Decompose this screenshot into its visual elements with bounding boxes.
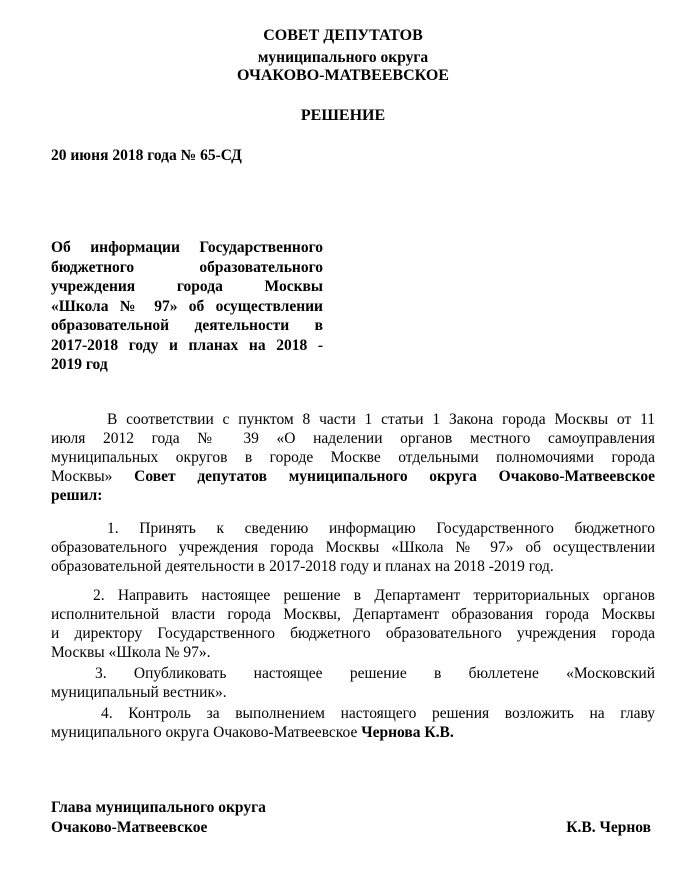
preamble-line: июля 2012 года № 39 «О наделении органов местного самоуправления [51, 430, 655, 447]
item-1 [51, 519, 655, 576]
subject-line: бюджетного образовательного [51, 258, 323, 276]
subject-line: 2019 год [51, 356, 108, 373]
item-line: образовательной деятельности в 2017-2018 году и планах на 2018 -2019 год. [51, 558, 554, 575]
decision-subject [51, 238, 323, 375]
municipality-label: муниципального округа [257, 49, 429, 66]
item-line: 2. Направить настоящее решение в Департамент территориальных органов [93, 587, 655, 604]
subject-line: «Школа № 97» об осуществлении [51, 297, 323, 315]
item-line [51, 723, 655, 742]
responsible-person: Чернова К.В. [361, 724, 454, 741]
decided-label: решил: [51, 487, 103, 504]
preamble-line: муниципальных округов в городе Москве отдельными полномочиями города [51, 449, 655, 466]
preamble-line [51, 467, 655, 486]
item-line: 1. Принять к сведению информацию Государственного бюджетного [107, 520, 655, 537]
date-number: 20 июня 2018 года № 65-СД [51, 147, 242, 164]
item-line: образовательного учреждения города Москвы «Школа № 97» об осуществлении [51, 539, 655, 556]
council-title: СОВЕТ ДЕПУТАТОВ [263, 27, 423, 44]
subject-line: Об информации Государственного [51, 239, 323, 256]
item-2 [51, 586, 655, 662]
subject-line: учреждения города Москвы [51, 278, 323, 295]
item-plain: муниципального округа Очаково-Матвеевское [51, 724, 358, 741]
item-3 [51, 664, 655, 702]
item-line: и директору Государственного бюджетного образовательного учреждения города [51, 625, 655, 642]
item-line: исполнительной власти города Москвы, Департамент образования города Москвы [51, 606, 655, 623]
subject-line: образовательной деятельности в [51, 317, 323, 334]
council-decided: Совет депутатов муниципального округа Очаково-Матвеевское [134, 468, 655, 485]
preamble-line: В соответствии с пунктом 8 части 1 статьи 1 Закона города Москвы от 11 [107, 411, 655, 428]
decision-title: РЕШЕНИЕ [300, 107, 386, 124]
item-line: муниципальный вестник». [51, 684, 227, 701]
municipality-name: ОЧАКОВО-МАТВЕЕВСКОЕ [237, 67, 449, 84]
preamble-plain: Москвы» [51, 468, 113, 485]
item-4 [51, 704, 655, 742]
subject-line: 2017-2018 году и планах на 2018 - [51, 336, 323, 354]
signatory-municipality: Очаково-Матвеевское [51, 819, 208, 836]
item-line: 4. Контроль за выполнением настоящего решения возложить на главу [101, 705, 655, 722]
preamble-paragraph [51, 410, 655, 505]
signatory-name: К.В. Чернов [566, 819, 651, 836]
item-line: 3. Опубликовать настоящее решение в бюллетене «Московский [95, 665, 655, 682]
signatory-title: Глава муниципального округа [51, 799, 266, 816]
item-line: Москвы «Школа № 97». [51, 644, 211, 661]
